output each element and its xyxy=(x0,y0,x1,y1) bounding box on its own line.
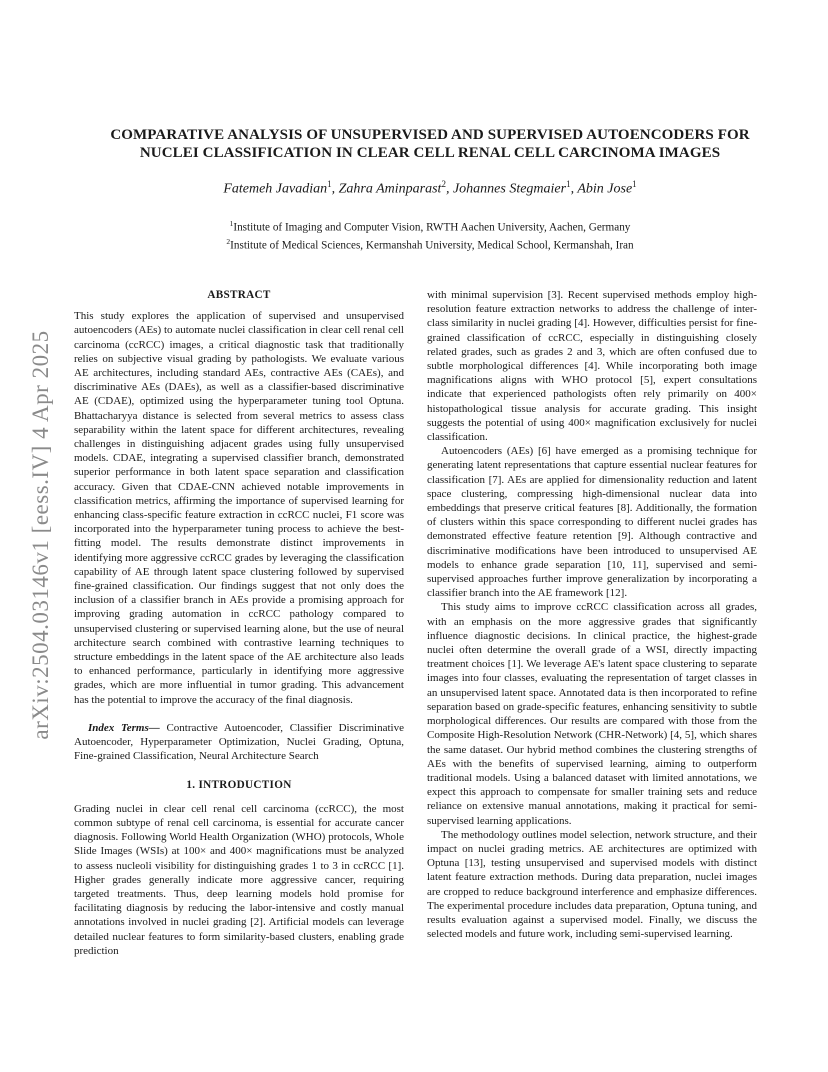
abstract-heading: ABSTRACT xyxy=(207,289,271,301)
affiliation-marker: 2 xyxy=(226,237,231,246)
affiliation-marker: 1 xyxy=(229,219,234,228)
index-terms-label: Index Terms— xyxy=(88,721,160,734)
author-name: Fatemeh Javadian xyxy=(223,181,328,197)
author-name: Johannes Stegmaier xyxy=(452,181,567,197)
affiliation-text: Institute of Medical Sciences, Kermanshah University, Medical School, Kermanshah, Iran xyxy=(230,239,634,252)
index-terms-text: Contractive Autoencoder, Classifier Discriminative Autoencoder, Hyperparameter Optimization, Nuclei Grading, Optuna, Fine-grained Classification, Neural Architecture Search xyxy=(74,721,404,763)
affiliation-2 xyxy=(95,237,765,252)
author-affiliation-marker: 1 xyxy=(566,179,571,189)
arxiv-identifier xyxy=(18,290,64,780)
introduction-paragraph: This study aims to improve ccRCC classification across all grades, with an emphasis on the more aggressive grades that significantly influence diagnostic decisions. In clinical practice, the highest-grade nuclei often determine the overall grade of a WSI, directly impacting treatment choices [1]. We leverage AE's latent space clustering to separate images into four classes, evaluating the representation of target classes in an unsupervised latent space. Annotated data is then incorporated to refine separation based on grade-specific features, enhancing sensitivity to subtle morphological differences. Our results are compared with those from the Composite High-Resolution Network (CHR-Network) [4, 5], which shares the same dataset. Our hybrid method combines the clustering strengths of AEs with the benefits of supervised learning, aiming to outperform traditional models. Using a balanced dataset with limited annotations, we expect this approach to compensate for smaller training sets and reduce reliance on extensive manual annotations, making it practical for semi-supervised learning applications. xyxy=(427,601,757,827)
arxiv-identifier-text: arXiv:2504.03146v1 [eess.IV] 4 Apr 2025 xyxy=(28,330,53,740)
author-name: Abin Jose xyxy=(577,181,633,197)
paper-title: COMPARATIVE ANALYSIS OF UNSUPERVISED AND SUPERVISED AUTOENCODERS FOR NUCLEI CLASSIFICATION IN CLEAR CELL RENAL CELL CARCINOMA IMAGES xyxy=(110,127,750,161)
author-list: Fatemeh Javadian$^1$, Zahra Aminparast$^2$, Johannes Stegmaier$^1$, Abin Jose$^1$ xyxy=(223,179,637,197)
author-affiliation-marker: 1 xyxy=(327,179,332,189)
author-affiliation-marker: 1 xyxy=(632,179,637,189)
index-terms xyxy=(74,721,404,764)
introduction-paragraph: Grading nuclei in clear cell renal cell carcinoma (ccRCC), the most common subtype of renal cell carcinoma, is essential for accurate cancer diagnosis. Following World Health Organization (WHO) protocols, Whole Slide Images (WSIs) at 100× and 400× magnifications must be analyzed to assess nucleoli visibility for distinguishing grades 1 to 3 in ccRCC [1]. Higher grades generally indicate more aggressive cancer, requiring targeted treatments. Thus, deep learning models hold promise for facilitating diagnosis by reducing the labor-intensive and costly manual annotations involved in nuclei grading [2]. Artificial models can leverage detailed nuclear features to form similarity-based clusters, enabling grade prediction xyxy=(74,802,404,957)
introduction-paragraph: Autoencoders (AEs) [6] have emerged as a promising technique for generating latent representations that capture essential nuclear features for classification [7]. AEs are applied for dimensionality reduction and latent space clustering, compressing high-dimensional nuclear data into embeddings that preserve critical features [8]. Additionally, the formation of clusters within this space corresponding to different nuclei grades has demonstrated effective feature retention [9]. Although contractive and discriminative modifications have been introduced to unsupervised AE models to enhance grade separation [10, 11], supervised and semi-supervised approaches further improve generalization by incorporating a classifier branch into the AE framework [12]. xyxy=(427,445,757,600)
abstract-text: This study explores the application of supervised and unsupervised autoencoders (AEs) to automate nuclei classification in clear cell renal cell carcinoma (ccRCC) images, a critical diagnostic task that traditionally relies on subjective visual grading by pathologists. We evaluate various AE architectures, including standard AEs, contractive AEs (CAEs), and discriminative AEs (DAEs), as well as a classifier-based discriminative AE (CDAE), optimized using the hyperparameter tuning tool Optuna. Bhattacharyya distance is selected from several metrics to assess class separability within the latent space for different architectures, revealing challenges in distinguishing adjacent grades using fully unsupervised models. CDAE, integrating a supervised classifier branch, demonstrated superior performance in both latent space separation and classification accuracy. Given that CDAE-CNN achieved notable improvements in classification metrics, affirming the importance of supervised learning for enhancing class-specific feature extraction in ccRCC nuclei, F1 score was incorporated into the hyperparameter tuning process to achieve the best-fitting model. The results demonstrate distinct improvements in identifying more aggressive ccRCC grades by leveraging the classification capability of AE through latent space clustering followed by supervised fine-grained classification. Our findings suggest that not only does the inclusion of a classifier branch in AEs provide a promising approach for improving grading automation in ccRCC pathology compared to unsupervised clustering or supervised learning alone, but the use of neural architecture search combined with contrastive learning techniques to structure embeddings in the latent space of the AE architecture also leads to enhanced performance, particularly in identifying more aggressive grades, which are more influential in tumor grading. This advancement has the potential to improve the accuracy of the final diagnosis. xyxy=(74,310,404,706)
author-name: Zahra Aminparast xyxy=(338,181,442,197)
introduction-heading: 1. INTRODUCTION xyxy=(186,778,292,791)
affiliation-text: Institute of Imaging and Computer Vision, RWTH Aachen University, Aachen, Germany xyxy=(233,221,631,234)
left-column xyxy=(74,288,404,958)
affiliation-1 xyxy=(95,219,765,234)
introduction-paragraph-continued: with minimal supervision [3]. Recent supervised methods employ high-resolution feature extraction networks to address the challenge of inter-class similarity in nuclei grading [4]. However, difficulties persist for fine-grained classification of ccRCC, especially in distinguishing closely related grades, such as grades 2 and 3, which are often confused due to subtle morphological differences [4]. While incorporating both image magnifications aligns with WHO protocol [5], expert consultations indicate that experienced pathologists often rely primarily on 400× histopathological tissue analysis for accurate grading. This insight suggests the potential of using 400× magnification exclusively for nuclei classification. xyxy=(427,289,757,444)
right-column xyxy=(427,288,757,941)
introduction-paragraph: The methodology outlines model selection, network structure, and their impact on nuclei grading metrics. AE architectures are optimized with Optuna [13], testing unsupervised and supervised models with distinct latent feature extraction methods. During data preparation, nuclei images are cropped to reduce background interference and emphasize differences. The experimental procedure includes data preparation, Optuna tuning, and results evaluation against a supervised model. Finally, we discuss the selected models and future work, including semi-supervised learning. xyxy=(427,828,757,941)
author-affiliation-marker: 2 xyxy=(441,179,446,189)
